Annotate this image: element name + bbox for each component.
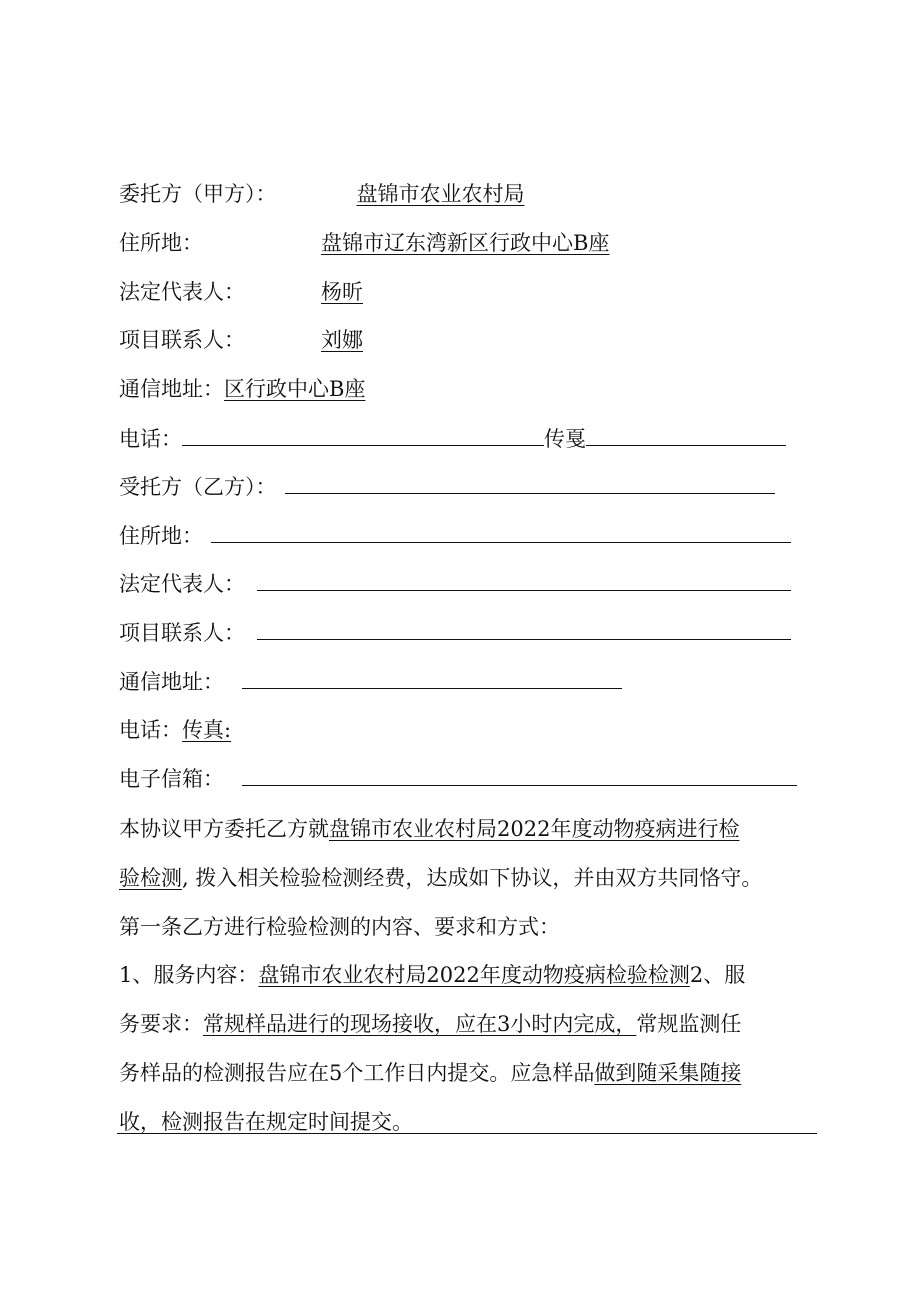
fax-label: 传真: xyxy=(182,718,232,742)
party-b-entrusted-row xyxy=(119,469,775,503)
article-1-title: 第一条乙方进行检验检测的内容、要求和方式： xyxy=(119,915,560,939)
contact-label: 项目联系人： xyxy=(119,328,245,352)
email-blank xyxy=(242,761,797,786)
legal-rep-blank xyxy=(257,566,791,591)
party-a-address-row xyxy=(119,226,609,260)
party-b-mail-address-row xyxy=(119,664,622,698)
contact-blank xyxy=(257,615,791,640)
article-1-items: 1、服务内容：盘锦市农业农村局2022年度动物疫病检验检测2、服 务要求：常规样品进行的现场接收，应在3小时内完成，常规监测任 务样品的检测报告应在5个工作日内提交。应急样品做到随采集随接 收，检测报告在规定时间提交。 xyxy=(119,963,746,1134)
address-blank xyxy=(211,518,791,543)
mail-address-value: 区行政中心B座 xyxy=(224,377,366,401)
intro-paragraph: 本协议甲方委托乙方就盘锦市农业农村局2022年度动物疫病进行检 验检测, 拨入相关检验检测经费，达成如下协议，并由双方共同恪守。 xyxy=(119,817,763,890)
party-a-phone-fax-row xyxy=(119,421,786,455)
entrusted-label: 受托方（乙方）： xyxy=(119,475,277,499)
service-content: 盘锦市农业农村局2022年度动物疫病检验检测 xyxy=(258,963,690,987)
party-b-email-row xyxy=(119,761,797,795)
entrustor-label: 委托方（甲方）： xyxy=(119,182,277,206)
mail-address-label: 通信地址： xyxy=(119,377,224,401)
address-value: 盘锦市辽东湾新区行政中心B座 xyxy=(321,231,610,255)
party-a-mail-address-row xyxy=(119,372,365,406)
party-b-phone-fax-row xyxy=(119,713,231,747)
legal-rep-label: 法定代表人： xyxy=(119,280,245,304)
party-b-legal-rep-row xyxy=(119,566,791,600)
party-a-entrustor-row xyxy=(119,177,525,211)
bottom-rule xyxy=(117,1133,817,1134)
mail-address-blank xyxy=(242,664,622,689)
phone-label: 电话： xyxy=(119,718,182,742)
address-label: 住所地： xyxy=(119,524,203,548)
fax-blank xyxy=(586,421,786,446)
party-b-contact-row xyxy=(119,615,791,649)
address-label: 住所地： xyxy=(119,231,203,255)
fax-label: 传戛 xyxy=(544,427,586,451)
contact-label: 项目联系人： xyxy=(119,621,245,645)
mail-address-label: 通信地址： xyxy=(119,670,224,694)
party-a-legal-rep-row xyxy=(119,275,363,309)
party-b-address-row xyxy=(119,518,791,552)
legal-rep-value: 杨昕 xyxy=(321,280,363,304)
legal-rep-label: 法定代表人： xyxy=(119,572,245,596)
email-label: 电子信箱： xyxy=(119,767,224,791)
contact-value: 刘娜 xyxy=(321,328,363,352)
entrusted-blank xyxy=(285,469,775,494)
party-a-contact-row xyxy=(119,323,363,357)
phone-blank xyxy=(182,421,544,446)
entrustor-value: 盘锦市农业农村局 xyxy=(356,182,525,206)
project-name: 盘锦市农业农村局2022年度动物疫病进行检 xyxy=(329,817,740,841)
phone-label: 电话： xyxy=(119,427,182,451)
